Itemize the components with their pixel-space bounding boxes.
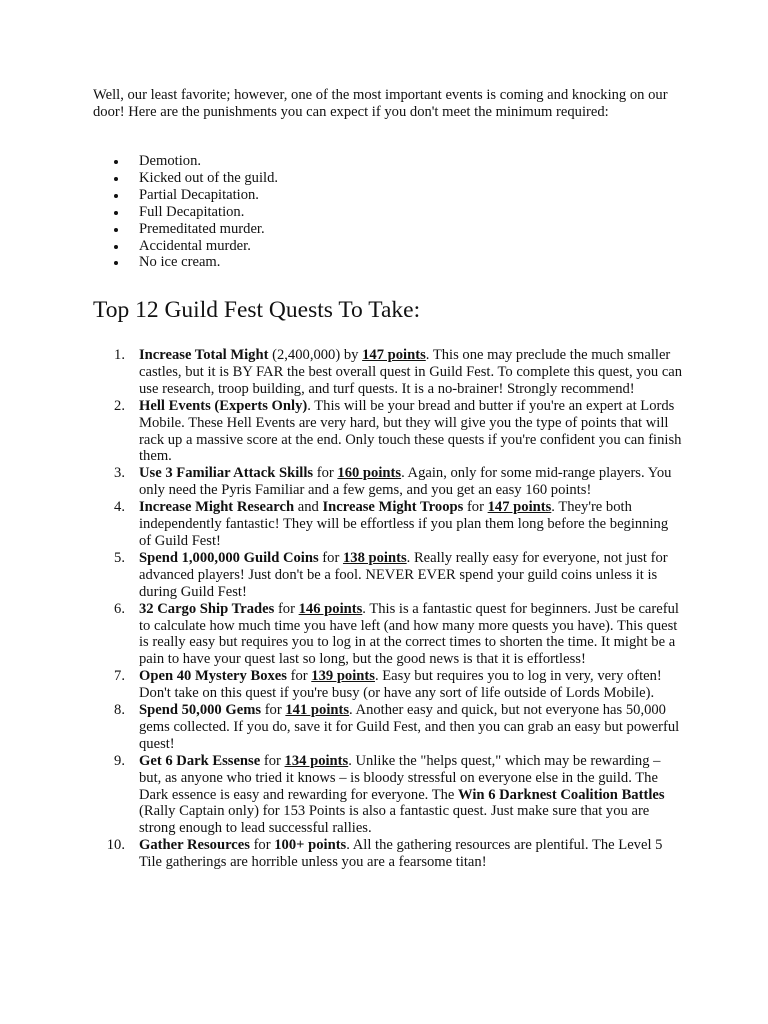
- quest-item: [93, 837, 683, 871]
- punishment-item: Premeditated murder.: [93, 221, 683, 238]
- quest-emphasis: Increase Total Might: [139, 347, 269, 363]
- quest-emphasis: 139 points: [311, 668, 375, 685]
- quest-emphasis: 160 points: [337, 465, 402, 482]
- quest-item: [93, 550, 683, 601]
- quest-number: 1.: [114, 347, 125, 363]
- punishment-item: Demotion.: [93, 153, 683, 170]
- punishment-item: Kicked out of the guild.: [93, 170, 683, 187]
- quest-number: 3.: [114, 465, 125, 482]
- quest-emphasis: 100+ points: [274, 837, 347, 854]
- quest-number: 9.: [114, 752, 125, 769]
- quest-text: for: [249, 837, 275, 854]
- quest-text: . Again, only for some mid-range players. You only need the Pyris Familiar and a few gems, and you get an easy 160 points!: [139, 465, 672, 499]
- quest-emphasis: 32 Cargo Ship Trades: [139, 600, 275, 617]
- quest-emphasis: Increase Might Troops: [322, 499, 464, 516]
- quest-text: for: [463, 499, 488, 516]
- quest-item: [93, 668, 683, 702]
- quest-list: [93, 347, 683, 871]
- quest-text: . All the gathering resources are plentiful. The Level 5 Tile gatherings are horrible unless you are a fearsome titan!: [139, 837, 663, 871]
- punishment-item: Full Decapitation.: [93, 204, 683, 221]
- quest-item: [93, 601, 683, 669]
- punishment-item: Partial Decapitation.: [93, 187, 683, 204]
- quest-text: . Really really easy for everyone, not just for advanced players! Just don't be a fool. NEVER EVER spend your guild coins unless it is during Guild Fest!: [139, 549, 668, 600]
- section-heading: Top 12 Guild Fest Quests To Take:: [93, 297, 421, 323]
- quest-text: for: [286, 668, 312, 685]
- quest-text: . Unlike the "helps quest," which may be rewarding – but, as anyone who tried it knows – is bloody stressful on everyone else in the guild. The Dark essence is easy and rewarding for everyone. The: [139, 752, 661, 803]
- quest-text: (Rally Captain only) for 153 Points is also a fantastic quest. Just make sure that you are strong enough to lead successful rallies.: [139, 803, 650, 837]
- quest-emphasis: 138 points: [342, 549, 407, 566]
- punishment-item: Accidental murder.: [93, 238, 683, 255]
- punishment-item: No ice cream.: [93, 254, 683, 271]
- quest-text: . This is a fantastic quest for beginners. Just be careful to calculate how much time you have left (and how many more quests you have). This quest is really easy but requires you to log in at the correct times to shorten the time. It might be a pain to have your quest last so long, but the good news is that it is effortless!: [139, 600, 679, 668]
- quest-item: [93, 398, 683, 466]
- quest-item: [93, 753, 683, 838]
- quest-text: . This will be your bread and butter if you're an expert at Lords Mobile. These Hell Events are very hard, but they will give you the type of points that will rack up a massive score at the end. Only touch these quests if you're confident you can finish them.: [139, 397, 682, 465]
- quest-emphasis: 134 points: [284, 752, 349, 769]
- quest-emphasis: Spend 50,000 Gems: [139, 702, 262, 719]
- quest-number: 4.: [114, 499, 125, 516]
- quest-item: [93, 702, 683, 753]
- quest-emphasis: Get 6 Dark Essense: [139, 752, 261, 769]
- quest-text: for: [274, 600, 299, 617]
- intro-paragraph: Well, our least favorite; however, one of the most important events is coming and knocking on our door! Here are the punishments you can expect if you don't meet the minimum required:: [93, 87, 668, 121]
- quest-text: . They're both independently fantastic! They will be effortless if you plan them long before the beginning of Guild Fest!: [139, 499, 669, 549]
- quest-emphasis: 146 points: [298, 600, 363, 617]
- quest-text: . This one may preclude the much smaller castles, but it is BY FAR the best overall quest in Guild Fest. To complete this quest, you can use research, troop building, and turf quests. It is a no-brainer! Strongly recommend!: [139, 347, 683, 397]
- quest-number: 8.: [114, 702, 125, 719]
- quest-item: [93, 347, 683, 398]
- quest-number: 5.: [114, 549, 125, 566]
- quest-emphasis: Win 6 Darknest Coalition Battles: [458, 786, 665, 803]
- quest-emphasis: Increase Might Research: [139, 499, 295, 516]
- quest-number: 7.: [114, 668, 125, 685]
- quest-emphasis: 147 points: [362, 347, 426, 363]
- quest-number: 10.: [106, 837, 125, 854]
- quest-emphasis: 147 points: [487, 499, 552, 516]
- quest-emphasis: Hell Events (Experts Only): [139, 397, 308, 414]
- quest-text: for: [313, 465, 338, 482]
- quest-number: 2.: [114, 397, 125, 414]
- punishment-list: [93, 153, 683, 271]
- quest-emphasis: 141 points: [285, 702, 350, 719]
- quest-text: and: [294, 499, 323, 516]
- quest-emphasis: Use 3 Familiar Attack Skills: [139, 465, 314, 482]
- quest-emphasis: Open 40 Mystery Boxes: [139, 668, 287, 685]
- quest-text: for: [260, 752, 285, 769]
- quest-text: for: [318, 549, 343, 566]
- quest-emphasis: Gather Resources: [139, 837, 250, 854]
- quest-text: for: [261, 702, 286, 719]
- quest-item: [93, 499, 683, 550]
- quest-text: (2,400,000) by: [268, 347, 363, 363]
- quest-number: 6.: [114, 600, 125, 617]
- quest-text: . Easy but requires you to log in very, very often! Don't take on this quest if you're busy (or have any sort of life outside of Lords Mobile).: [139, 668, 662, 702]
- quest-text: . Another easy and quick, but not everyone has 50,000 gems collected. If you do, save it for Guild Fest, and then you can grab an easy but powerful quest!: [139, 702, 680, 752]
- quest-emphasis: Spend 1,000,000 Guild Coins: [139, 549, 319, 566]
- quest-item: [93, 465, 683, 499]
